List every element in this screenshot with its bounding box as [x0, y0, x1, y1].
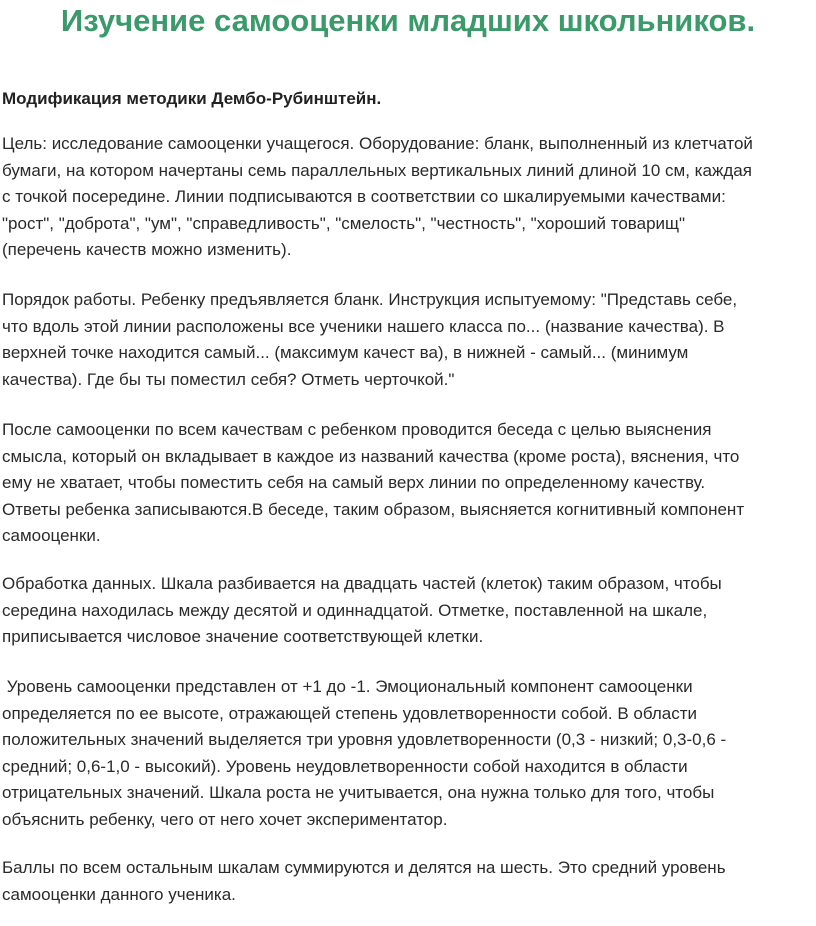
paragraph-data-processing	[2, 571, 814, 651]
text-line: Уровень самооценки представлен от +1 до -1. Эмоциональный компонент самооценки	[2, 677, 693, 696]
text-line: самооценки данного ученика.	[2, 884, 236, 904]
text-line: Порядок работы. Ребенку предъявляется бланк. Инструкция испытуемому: "Представь себе,	[2, 290, 738, 309]
paragraph-scoring	[2, 855, 814, 908]
paragraph-levels	[2, 674, 814, 834]
text-line: Ответы ребенка записываются.В беседе, таким образом, выясняется когнитивный компонент	[2, 499, 745, 519]
method-subtitle: Модификация методики Дембо-Рубинштейн.	[2, 89, 382, 108]
text-line: самооценки.	[2, 526, 101, 546]
text-line: Цель: исследование самооценки учащегося. Оборудование: бланк, выполненный из клетчатой	[2, 134, 753, 153]
text-line: верхней точке находится самый... (максимум качест ва), в нижней - самый... (минимум	[2, 343, 689, 363]
text-line: средний; 0,6-1,0 - высокий). Уровень неудовлетворенности собой находится в области	[2, 756, 688, 776]
text-line: приписывается числовое значение соответствующей клетки.	[2, 627, 484, 647]
page-title: Изучение самооценки младших школьников.	[60, 3, 756, 38]
text-line: "рост", "доброта", "ум", "справедливость", "смелость", "честность", "хороший товарищ"	[2, 213, 686, 233]
text-line: (перечень качеств можно изменить).	[2, 240, 292, 260]
text-line: середина находилась между десятой и одиннадцатой. Отметке, поставленной на шкале,	[2, 600, 708, 620]
text-line: положительных значений выделяется три уровня удовлетворенности (0,3 - низкий; 0,3-0,6 -	[2, 730, 727, 750]
text-line: что вдоль этой линии расположены все ученики нашего класса по... (название качества). В	[2, 316, 725, 336]
text-line: ему не хватает, чтобы поместить себя на самый верх линии по определенному качеству.	[2, 473, 706, 493]
text-line: с точкой посередине. Линии подписываются в соответствии со шкалируемыми качествами:	[2, 187, 726, 207]
text-line: Обработка данных. Шкала разбивается на двадцать частей (клеток) таким образом, чтобы	[2, 574, 722, 593]
paragraph-conversation	[2, 417, 814, 550]
paragraph-goal	[2, 131, 814, 264]
text-line: объяснить ребенку, чего от него хочет экспериментатор.	[2, 809, 448, 829]
text-line: качества). Где бы ты поместил себя? Отметь черточкой."	[2, 369, 455, 389]
text-line: определяется по ее высоте, отражающей степень удовлетворенности собой. В области	[2, 703, 697, 723]
text-line: бумаги, на котором начертаны семь параллельных вертикальных линий длиной 10 см, каждая	[2, 160, 752, 180]
paragraph-procedure	[2, 287, 814, 393]
text-line: После самооценки по всем качествам с ребенком проводится беседа с целью выяснения	[2, 420, 712, 439]
text-line: смысла, который он вкладывает в каждое из названий качества (кроме роста), вяснения, что	[2, 446, 740, 466]
text-line: отрицательных значений. Шкала роста не учитывается, она нужна только для того, чтобы	[2, 783, 715, 803]
text-line: Баллы по всем остальным шкалам суммируются и делятся на шесть. Это средний уровень	[2, 858, 726, 877]
